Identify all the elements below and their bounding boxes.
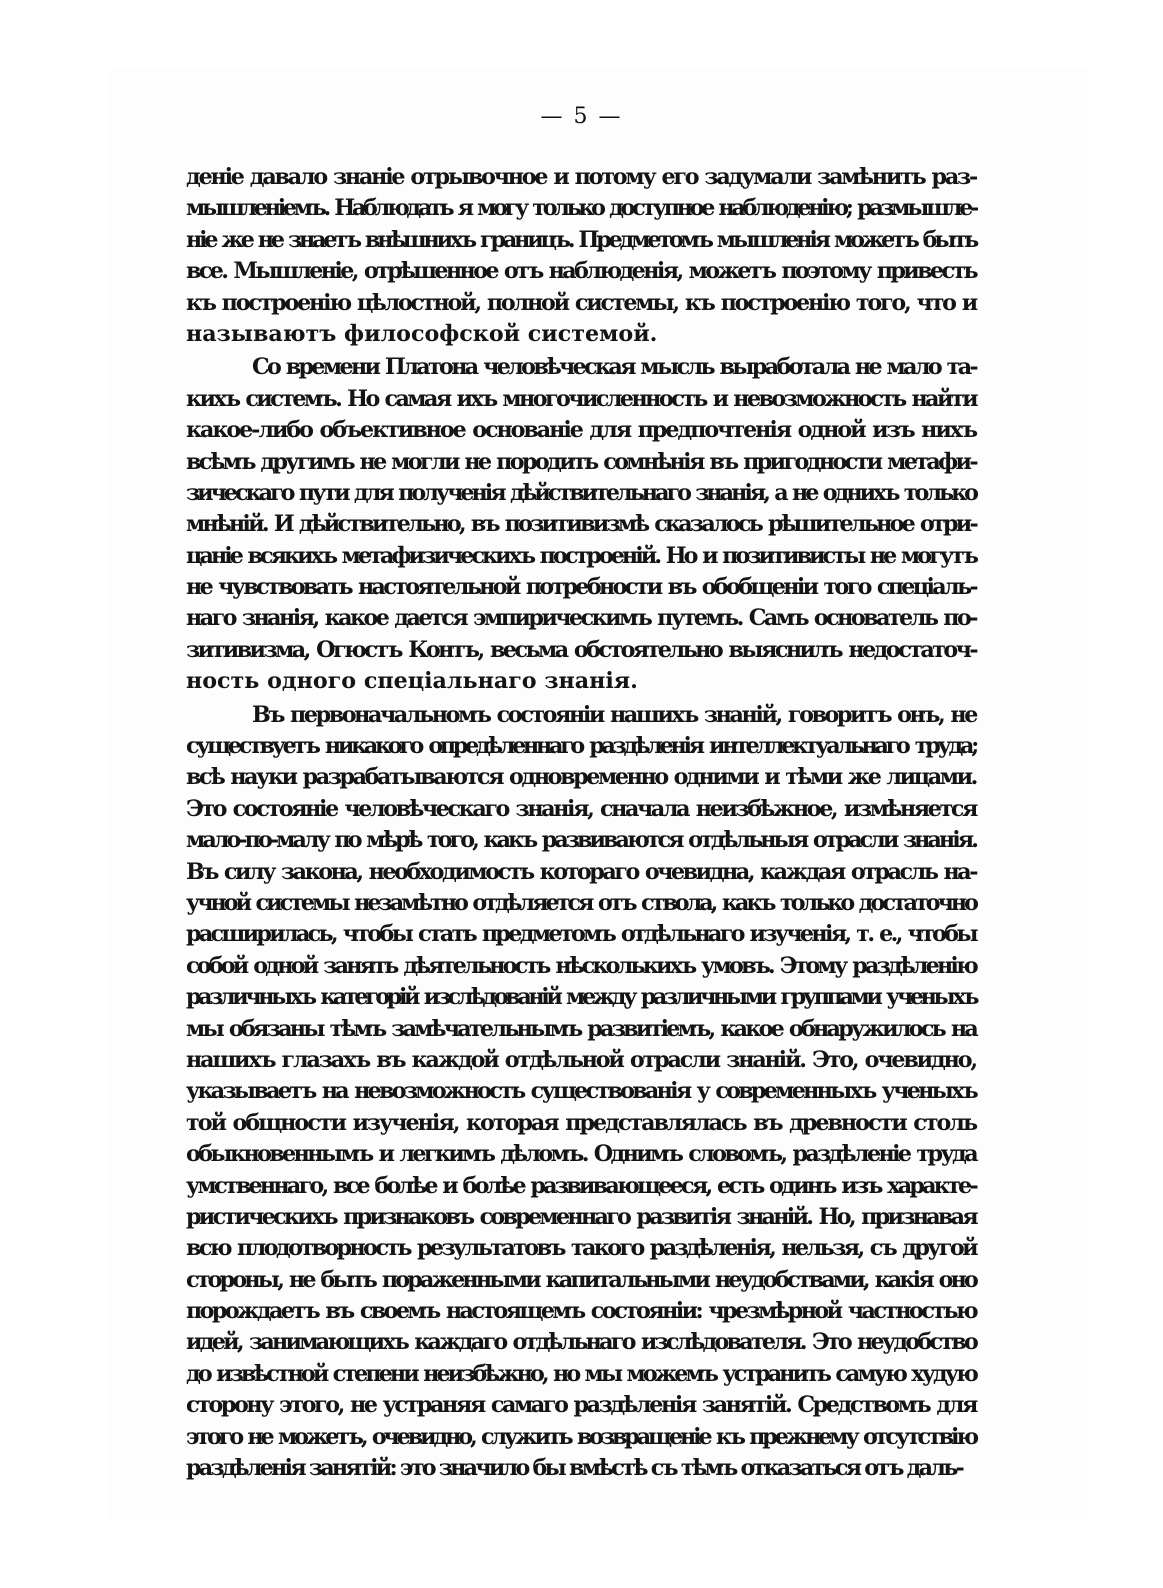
text-line: стороны, не быть пораженными капитальными неудобствами, какія оно	[186, 1266, 976, 1293]
text-line: наго знанія, какое дается эмпирическимъ путемъ. Самъ основатель по-	[186, 605, 976, 632]
text-line: раздѣленія занятій: это значило бы вмѣстѣ съ тѣмъ отказаться отъ даль-	[186, 1455, 962, 1482]
text-line: сторону этого, не устраняя самаго раздѣленія занятій. Средствомъ для	[186, 1392, 976, 1419]
text-line: какое-либо объективное основаніе для предпочтенія одной изъ нихъ	[186, 417, 976, 444]
text-line: различныхъ категорій изслѣдованій между различными группами ученыхъ	[186, 984, 976, 1011]
text-line: не чувствовать настоятельной потребности въ обобщеніи того спеціаль-	[186, 574, 976, 601]
text-line: расширилась, чтобы стать предметомъ отдѣльнаго изученія, т. е., чтобы	[186, 921, 976, 948]
paragraph	[186, 700, 976, 1485]
text-line: всѣ науки разрабатываются одновременно одними и тѣми же лицами.	[186, 764, 976, 791]
text-line: этого не можетъ, очевидно, служить возвращеніе къ прежнему отсутствію	[186, 1423, 976, 1450]
text-line: собой одной занять дѣятельность нѣсколькихъ умовъ. Этому раздѣленію	[186, 952, 976, 979]
text-line: цаніе всякихъ метафизическихъ построеній. Но и позитивисты не могутъ	[186, 542, 976, 569]
page-number: — 5 —	[540, 104, 623, 129]
text-line: зическаго пути для полученія дѣйствительнаго знанія, а не однихъ только	[186, 479, 976, 506]
text-line: мы обязаны тѣмъ замѣчательнымъ развитіемъ, какое обнаружилось на	[186, 1015, 976, 1042]
text-line: умственнаго, все болѣе и болѣе развивающееся, есть одинъ изъ характе-	[186, 1172, 976, 1199]
text-line: кихъ системъ. Но самая ихъ многочисленность и невозможность найти	[186, 385, 976, 412]
text-line: всѣмъ другимъ не могли не породить сомнѣнія въ пригодности метафи-	[186, 448, 976, 475]
text-line: Въ силу закона, необходимость котораго очевидна, каждая отрасль на-	[186, 858, 976, 885]
text-line: до извѣстной степени неизбѣжно, но мы можемъ устранить самую худую	[186, 1360, 976, 1387]
text-line: все. Мышленіе, отрѣшенное отъ наблюденія, можетъ поэтому привесть	[186, 258, 976, 285]
text-line: порождаетъ въ своемъ настоящемъ состояніи: чрезмѣрной частностью	[186, 1298, 976, 1325]
text-line: всю плодотворность результатовъ такого раздѣленія, нельзя, съ другой	[186, 1235, 976, 1262]
text-line: деніе давало знаніе отрывочное и потому его задумали замѣнить раз-	[186, 164, 976, 190]
paragraph	[186, 352, 976, 697]
text-line: Это состояніе человѣческаго знанія, сначала неизбѣжное, измѣняется	[186, 795, 976, 822]
text-line: ніе же не знаетъ внѣшнихъ границъ. Предметомъ мышленія можетъ быть	[186, 226, 976, 253]
body-text	[186, 162, 976, 1484]
paragraph	[186, 162, 976, 350]
text-line: нашихъ глазахъ въ каждой отдѣльной отрасли знаній. Это, очевидно,	[186, 1046, 976, 1073]
text-line: ность одного спеціальнаго знанія.	[186, 668, 638, 695]
text-line: мнѣній. И дѣйствительно, въ позитивизмѣ сказалось рѣшительное отри-	[186, 511, 976, 538]
text-line: Со времени Платона человѣческая мысль выработала не мало та-	[252, 354, 976, 381]
text-line: обыкновеннымъ и легкимъ дѣломъ. Однимъ словомъ, раздѣленіе труда	[186, 1141, 976, 1168]
text-line: Въ первоначальномъ состояніи нашихъ знаній, говоритъ онъ, не	[252, 701, 976, 728]
text-line: указываетъ на невозможность существованія у современныхъ ученыхъ	[186, 1078, 976, 1105]
text-line: мало-по-малу по мѣрѣ того, какъ развиваются отдѣльныя отрасли знанія.	[186, 827, 976, 854]
text-line: мышленіемъ. Наблюдать я могу только доступное наблюденію; размышле-	[186, 195, 976, 222]
text-line: къ построенію цѣлостной, полной системы, къ построенію того, что и	[186, 289, 976, 316]
text-line: той общности изученія, которая представлялась въ древности столь	[186, 1109, 976, 1136]
text-line: зитивизма, Огюстъ Контъ, весьма обстоятельно выяснилъ недостаточ-	[186, 636, 976, 663]
text-line: ристическихъ признаковъ современнаго развитія знаній. Но, признавая	[186, 1203, 976, 1230]
text-line: называютъ философской системой.	[186, 320, 658, 347]
text-line: учной системы незамѣтно отдѣляется отъ ствола, какъ только достаточно	[186, 889, 976, 916]
text-line: идей, занимающихъ каждаго отдѣльнаго изслѣдователя. Это неудобство	[186, 1329, 976, 1356]
text-line: существуетъ никакого опредѣленнаго раздѣленія интеллектуальнаго труда;	[186, 733, 976, 760]
